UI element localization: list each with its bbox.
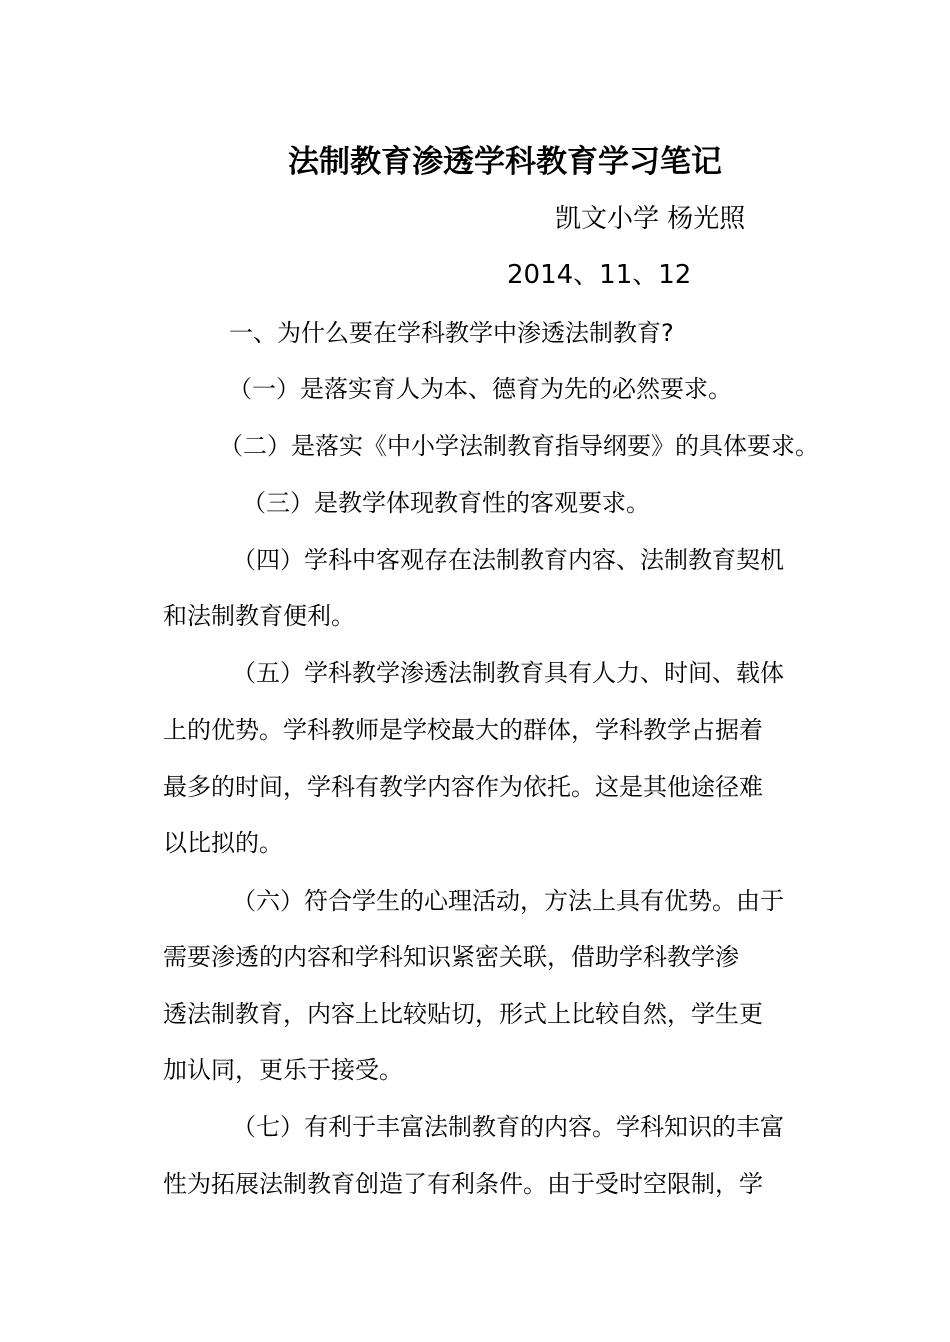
paragraph-line: 上的优势。学科教师是学校最大的群体，学科教学占据着 [163,716,763,744]
paragraph-line: 需要渗透的内容和学科知识紧密关联，借助学科教学渗 [163,943,739,971]
paragraph-line: （五）学科教学渗透法制教育具有人力、时间、载体 [232,659,784,687]
paragraph-line: （七）有利于丰富法制教育的内容。学科知识的丰富 [232,1113,784,1141]
paragraph-line: 透法制教育，内容上比较贴切，形式上比较自然，学生更 [163,1000,763,1028]
date-line: 2014、11、12 [507,260,692,290]
paragraph-line: 加认同，更乐于接受。 [163,1056,403,1084]
paragraph-line: 最多的时间，学科有教学内容作为依托。这是其他途径难 [163,773,763,801]
paragraph-line: （四）学科中客观存在法制教育内容、法制教育契机 [232,546,784,574]
paragraph-line: （六）符合学生的心理活动，方法上具有优势。由于 [232,887,784,915]
paragraph-line: （三）是教学体现教育性的客观要求。 [242,489,650,517]
paragraph-line: 性为拓展法制教育创造了有利条件。由于受时空限制，学 [163,1170,763,1198]
section-heading: 一、为什么要在学科教学中渗透法制教育? [229,319,674,347]
paragraph-line: 和法制教育便利。 [163,602,355,630]
paragraph-line: （一）是落实育人为本、德育为先的必然要求。 [228,375,732,403]
paragraph-line: 以比拟的。 [163,829,283,857]
author-line: 凯文小学 杨光照 [555,204,746,234]
document-title: 法制教育渗透学科教育学习笔记 [288,144,722,180]
paragraph-line: （二）是落实《中小学法制教育指导纲要》的具体要求。 [219,432,819,460]
